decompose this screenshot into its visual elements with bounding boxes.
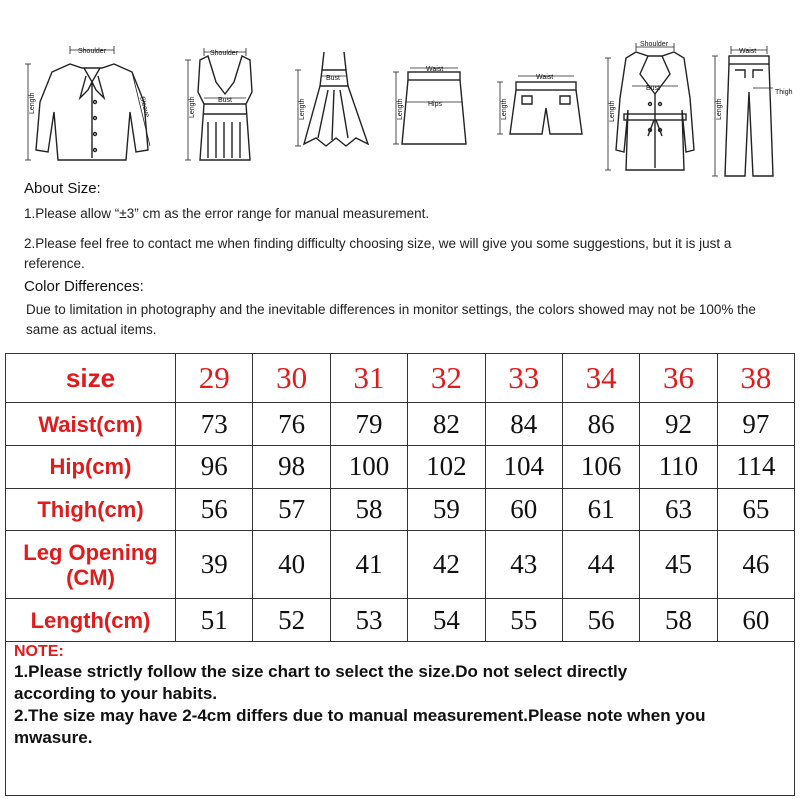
- shorts-icon: [490, 68, 590, 143]
- table-cell: 76: [253, 403, 330, 446]
- blouse-icon: [22, 42, 162, 172]
- row-header-line: (CM): [66, 564, 115, 590]
- table-cell: 110: [640, 445, 717, 488]
- table-cell: 100: [330, 445, 407, 488]
- row-header: Hip(cm): [6, 445, 176, 488]
- note-line: 2.The size may have 2-4cm differs due to manual measurement.Please note when you: [14, 706, 706, 725]
- table-cell: 57: [253, 488, 330, 531]
- table-cell: 59: [408, 488, 485, 531]
- table-cell: 54: [408, 599, 485, 642]
- table-cell: 96: [176, 445, 253, 488]
- garment-label: Bust: [646, 85, 661, 92]
- table-cell: 104: [485, 445, 562, 488]
- note-line: mwasure.: [14, 728, 93, 747]
- table-cell: 30: [253, 354, 330, 403]
- table-cell: 79: [330, 403, 407, 446]
- note-box: [5, 641, 795, 796]
- garment-label: Sleeve: [138, 95, 151, 119]
- table-cell: 58: [640, 599, 717, 642]
- table-cell: 31: [330, 354, 407, 403]
- trousers-icon: [705, 42, 797, 182]
- about-size-line-1: 1.Please allow “±3” cm as the error range for manual measurement.: [24, 206, 430, 221]
- color-differences-text: Due to limitation in photography and the inevitable differences in monitor settings, the colors showed may not be 100% the same as actual items.: [26, 302, 756, 337]
- color-differences-heading: Color Differences:: [24, 278, 144, 295]
- table-cell: 52: [253, 599, 330, 642]
- table-cell: 36: [640, 354, 717, 403]
- table-row: [6, 599, 795, 642]
- table-cell: 39: [176, 531, 253, 599]
- garment-label: Length: [299, 98, 306, 120]
- garment-diagrams: [0, 0, 800, 180]
- table-cell: 51: [176, 599, 253, 642]
- table-cell: 82: [408, 403, 485, 446]
- table-cell: 58: [330, 488, 407, 531]
- table-row: [6, 354, 795, 403]
- garment-label: Length: [29, 92, 36, 114]
- table-cell: 73: [176, 403, 253, 446]
- row-header: Waist(cm): [6, 403, 176, 446]
- table-row: [6, 531, 795, 599]
- garment-label: Length: [501, 98, 508, 120]
- table-cell: 32: [408, 354, 485, 403]
- garment-label: Shoulder: [640, 41, 669, 48]
- table-cell: 42: [408, 531, 485, 599]
- garment-label: Bust: [218, 97, 233, 104]
- skirt-icon: [388, 58, 478, 153]
- table-cell: 63: [640, 488, 717, 531]
- table-cell: 55: [485, 599, 562, 642]
- garment-label: Hips: [428, 101, 443, 108]
- table-row: [6, 488, 795, 531]
- note-title: NOTE:: [14, 643, 64, 660]
- garment-label: Thigh: [775, 89, 793, 96]
- garment-label: Shoulder: [210, 50, 239, 57]
- table-cell: 92: [640, 403, 717, 446]
- table-cell: 29: [176, 354, 253, 403]
- table-cell: 56: [562, 599, 639, 642]
- table-cell: 33: [485, 354, 562, 403]
- table-cell: 65: [717, 488, 794, 531]
- table-cell: 86: [562, 403, 639, 446]
- table-cell: 84: [485, 403, 562, 446]
- table-cell: 43: [485, 531, 562, 599]
- table-cell: 106: [562, 445, 639, 488]
- table-cell: 114: [717, 445, 794, 488]
- note-line: according to your habits.: [14, 684, 218, 703]
- garment-label: Waist: [426, 66, 444, 73]
- garment-label: Shoulder: [78, 48, 107, 55]
- table-cell: 97: [717, 403, 794, 446]
- row-header: [6, 531, 176, 599]
- row-header: Length(cm): [6, 599, 176, 642]
- table-cell: 38: [717, 354, 794, 403]
- trench-coat-icon: [600, 38, 700, 178]
- sundress-icon: [288, 42, 378, 157]
- garment-label: Waist: [739, 48, 757, 55]
- table-cell: 60: [485, 488, 562, 531]
- garment-label: Length: [609, 100, 616, 122]
- size-chart-table: [5, 353, 795, 642]
- row-header-line: Leg Opening: [23, 539, 158, 565]
- table-cell: 61: [562, 488, 639, 531]
- table-cell: 45: [640, 531, 717, 599]
- table-row: [6, 403, 795, 446]
- table-cell: 34: [562, 354, 639, 403]
- garment-label: Waist: [536, 74, 554, 81]
- about-size-line-2: 2.Please feel free to contact me when finding difficulty choosing size, we will give you some suggestions, but it is just a reference.: [24, 236, 732, 271]
- row-header: size: [6, 354, 176, 403]
- table-row: [6, 445, 795, 488]
- table-cell: 40: [253, 531, 330, 599]
- row-header: Thigh(cm): [6, 488, 176, 531]
- note-line: 1.Please strictly follow the size chart to select the size.Do not select directly: [14, 662, 628, 681]
- table-cell: 46: [717, 531, 794, 599]
- about-size-heading: About Size:: [24, 180, 101, 197]
- table-cell: 98: [253, 445, 330, 488]
- table-cell: 41: [330, 531, 407, 599]
- table-cell: 60: [717, 599, 794, 642]
- tank-top-icon: [180, 42, 270, 172]
- garment-label: Length: [397, 98, 404, 120]
- table-cell: 44: [562, 531, 639, 599]
- garment-label: Bust: [326, 75, 341, 82]
- table-cell: 56: [176, 488, 253, 531]
- garment-label: Length: [716, 98, 723, 120]
- garment-label: Length: [189, 96, 196, 118]
- table-cell: 53: [330, 599, 407, 642]
- table-cell: 102: [408, 445, 485, 488]
